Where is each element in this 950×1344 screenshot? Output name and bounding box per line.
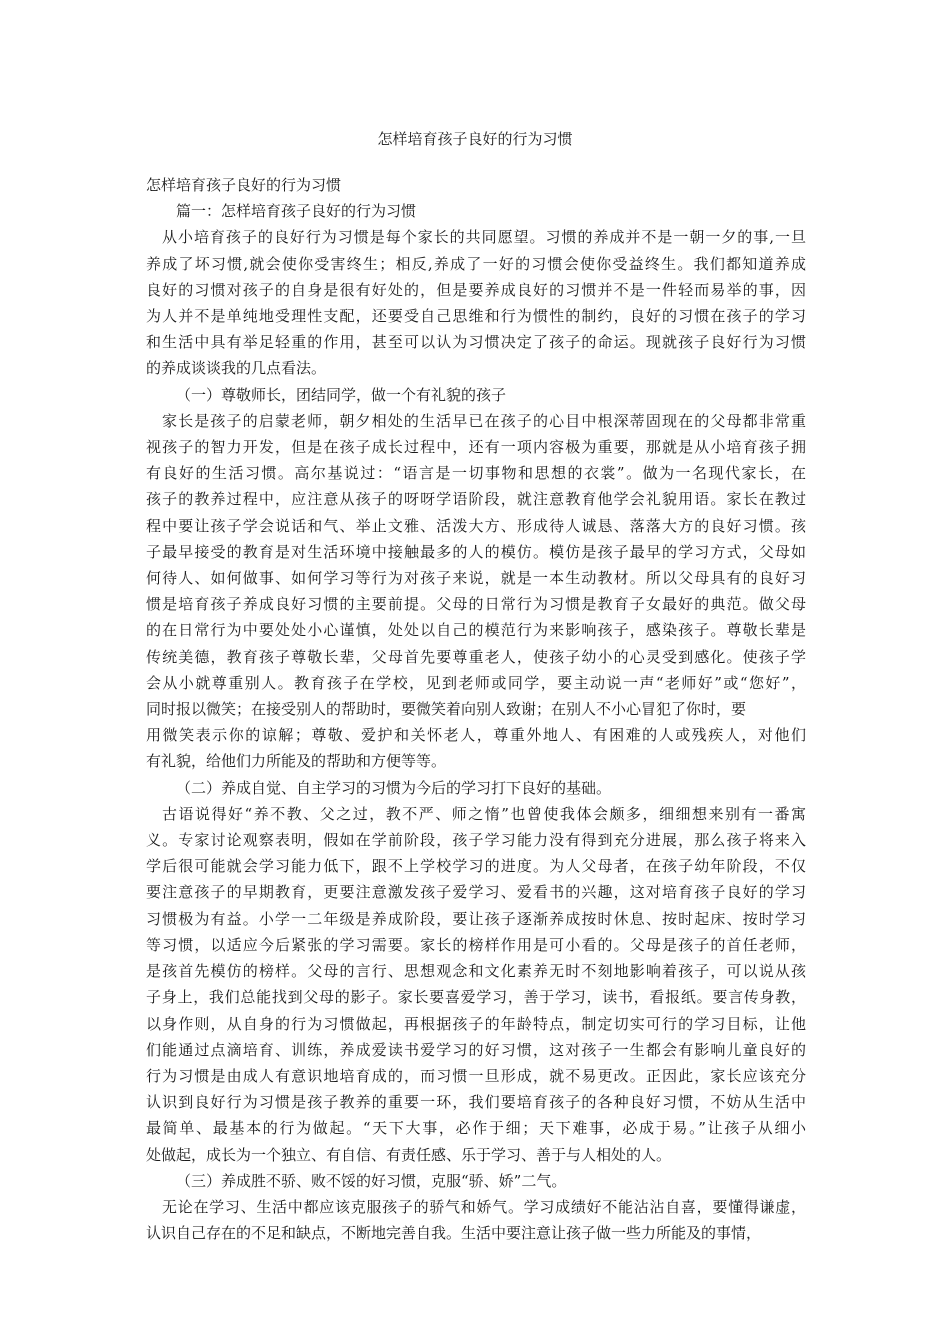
paragraph-line: 子身上，我们总能找到父母的影子。家长要喜爱学习，善于学习，读书，看报纸。要言传身教， xyxy=(146,988,806,1007)
paragraph-line: 子最早接受的教育是对生活环境中接触最多的人的模仿。模仿是孩子最早的学习方式，父母如 xyxy=(146,542,806,561)
paragraph xyxy=(146,1168,806,1194)
paragraph-line: 的在日常行为中要处处小心谨慎，处处以自己的模范行为来影响孩子，感染孩子。尊敬长辈是 xyxy=(146,621,806,640)
paragraph xyxy=(146,722,806,774)
paragraph-line: 传统美德，教育孩子尊敬长辈，父母首先要尊重老人，使孩子幼小的心灵受到感化。使孩子学 xyxy=(146,647,806,666)
paragraph-line: 程中要让孩子学会说话和气、举止文雅、活泼大方、形成待人诚恳、落落大方的良好习惯。孩 xyxy=(146,516,806,535)
paragraph-line: 认识自己存在的不足和缺点，不断地完善自我。生活中要注意让孩子做一些力所能及的事情， xyxy=(146,1224,762,1243)
paragraph-line: 惯是培育孩子养成良好习惯的主要前提。父母的日常行为习惯是教育子女最好的典范。做父母 xyxy=(146,595,806,614)
paragraph-line: 是孩首先模仿的榜样。父母的言行、思想观念和文化素养无时不刻地影响着孩子，可以说从孩 xyxy=(146,962,806,981)
part-heading: 篇一：怎样培育孩子良好的行为习惯 xyxy=(176,202,417,221)
paragraph-line: 养成了坏习惯,就会使你受害终生；相反,养成了一好的习惯会使你受益终生。我们都知道养成 xyxy=(146,254,806,273)
paragraph xyxy=(146,801,806,1168)
document-title: 怎样培育孩子良好的行为习惯 xyxy=(377,130,573,148)
paragraph-line: 同时报以微笑；在接受别人的帮助时，要微笑着向别人致谢；在别人不小心冒犯了你时，要 xyxy=(146,700,747,719)
paragraph-line: 以身作则，从自身的行为习惯做起，再根据孩子的年龄特点，制定切实可行的学习目标，让他 xyxy=(146,1014,806,1033)
paragraph-line: 认识到良好行为习惯是孩子教养的重要一环，我们要培育孩子的各种良好习惯，不妨从生活中 xyxy=(146,1093,806,1112)
paragraph-line: 的养成谈谈我的几点看法。 xyxy=(146,359,327,378)
paragraph-line: 良好的习惯对孩子的自身是很有好处的，但是要养成良好的习惯并不是一件轻而易举的事，因 xyxy=(146,280,806,299)
paragraph-line: 用微笑表示你的谅解；尊敬、爱护和关怀老人，尊重外地人、有困难的人或残疾人，对他们 xyxy=(146,726,806,745)
paragraph-line: （二）养成自觉、自主学习的习惯为今后的学习打下良好的基础。 xyxy=(176,778,612,797)
paragraph xyxy=(146,775,806,801)
paragraph-line: 要注意孩子的早期教育，更要注意激发孩子爱学习、爱看书的兴趣，这对培育孩子良好的学习 xyxy=(146,883,806,902)
paragraph-line: 古语说得好“养不教、父之过，教不严、师之惰”也曾使我体会颇多，细细想来别有一番寓 xyxy=(162,804,806,823)
paragraph-line: 为人并不是单纯地受理性支配，还要受自己思维和行为惯性的制约，良好的习惯在孩子的学习 xyxy=(146,307,806,326)
paragraph-line: 无论在学习、生活中都应该克服孩子的骄气和娇气。学习成绩好不能沾沾自喜，要懂得谦虚， xyxy=(162,1197,806,1216)
document-subtitle: 怎样培育孩子良好的行为习惯 xyxy=(146,176,342,194)
paragraph-line: 有礼貌，给他们力所能及的帮助和方便等等。 xyxy=(146,752,447,771)
paragraph-line: 最简单、最基本的行为做起。“天下大事，必作于细；天下难事，必成于易。”让孩子从细小 xyxy=(146,1119,806,1138)
paragraph-line: 习惯极为有益。小学一二年级是养成阶段，要让孩子逐渐养成按时休息、按时起床、按时学习 xyxy=(146,909,806,928)
paragraph xyxy=(146,224,806,381)
paragraph-line: 处做起，成长为一个独立、有自信、有责任感、乐于学习、善于与人相处的人。 xyxy=(146,1145,672,1164)
document-body xyxy=(146,172,806,1246)
paragraph-line: 何待人、如何做事、如何学习等行为对孩子来说，就是一本生动教材。所以父母具有的良好习 xyxy=(146,569,806,588)
paragraph-line: 行为习惯是由成人有意识地培育成的，而习惯一旦形成，就不易更改。正因此，家长应该充分 xyxy=(146,1066,806,1085)
paragraph-line: 有良好的生活习惯。高尔基说过：“语言是一切事物和思想的衣裳”。做为一名现代家长，在 xyxy=(146,464,806,483)
paragraph xyxy=(146,408,806,722)
paragraph-line: 和生活中具有举足轻重的作用，甚至可以认为习惯决定了孩子的命运。现就孩子良好行为习惯 xyxy=(146,333,806,352)
paragraph-line: 孩子的教养过程中，应注意从孩子的呀呀学语阶段，就注意教育他学会礼貌用语。家长在教过 xyxy=(146,490,806,509)
paragraph-line: 学后很可能就会学习能力低下，跟不上学校学习的进度。为人父母者，在孩子幼年阶段，不仅 xyxy=(146,857,806,876)
paragraph-line: 等习惯，以适应今后紧张的学习需要。家长的榜样作用是可小看的。父母是孩子的首任老师， xyxy=(146,935,806,954)
paragraph-line: 们能通过点滴培育、训练，养成爱读书爱学习的好习惯，这对孩子一生都会有影响儿童良好的 xyxy=(146,1040,806,1059)
paragraph-line: 视孩子的智力开发，但是在孩子成长过程中，还有一项内容极为重要，那就是从小培育孩子拥 xyxy=(146,438,806,457)
paragraph-list xyxy=(146,224,806,1246)
paragraph-line: （三）养成胜不骄、败不馁的好习惯，克服“骄、娇”二气。 xyxy=(176,1171,567,1190)
paragraph xyxy=(146,382,806,408)
paragraph-line: 家长是孩子的启蒙老师，朝夕相处的生活早已在孩子的心目中根深蒂固现在的父母都非常重 xyxy=(162,411,806,430)
paragraph-line: （一）尊敬师长，团结同学，做一个有礼貌的孩子 xyxy=(176,385,507,404)
paragraph-line: 会从小就尊重别人。教育孩子在学校，见到老师或同学，要主动说一声“老师好”或“您好”， xyxy=(146,673,806,692)
paragraph xyxy=(146,1194,806,1246)
paragraph-line: 从小培育孩子的良好行为习惯是每个家长的共同愿望。习惯的养成并不是一朝一夕的事,一旦 xyxy=(162,228,806,247)
paragraph-line: 义。专家讨论观察表明，假如在学前阶段，孩子学习能力没有得到充分进展，那么孩子将来入 xyxy=(146,831,806,850)
